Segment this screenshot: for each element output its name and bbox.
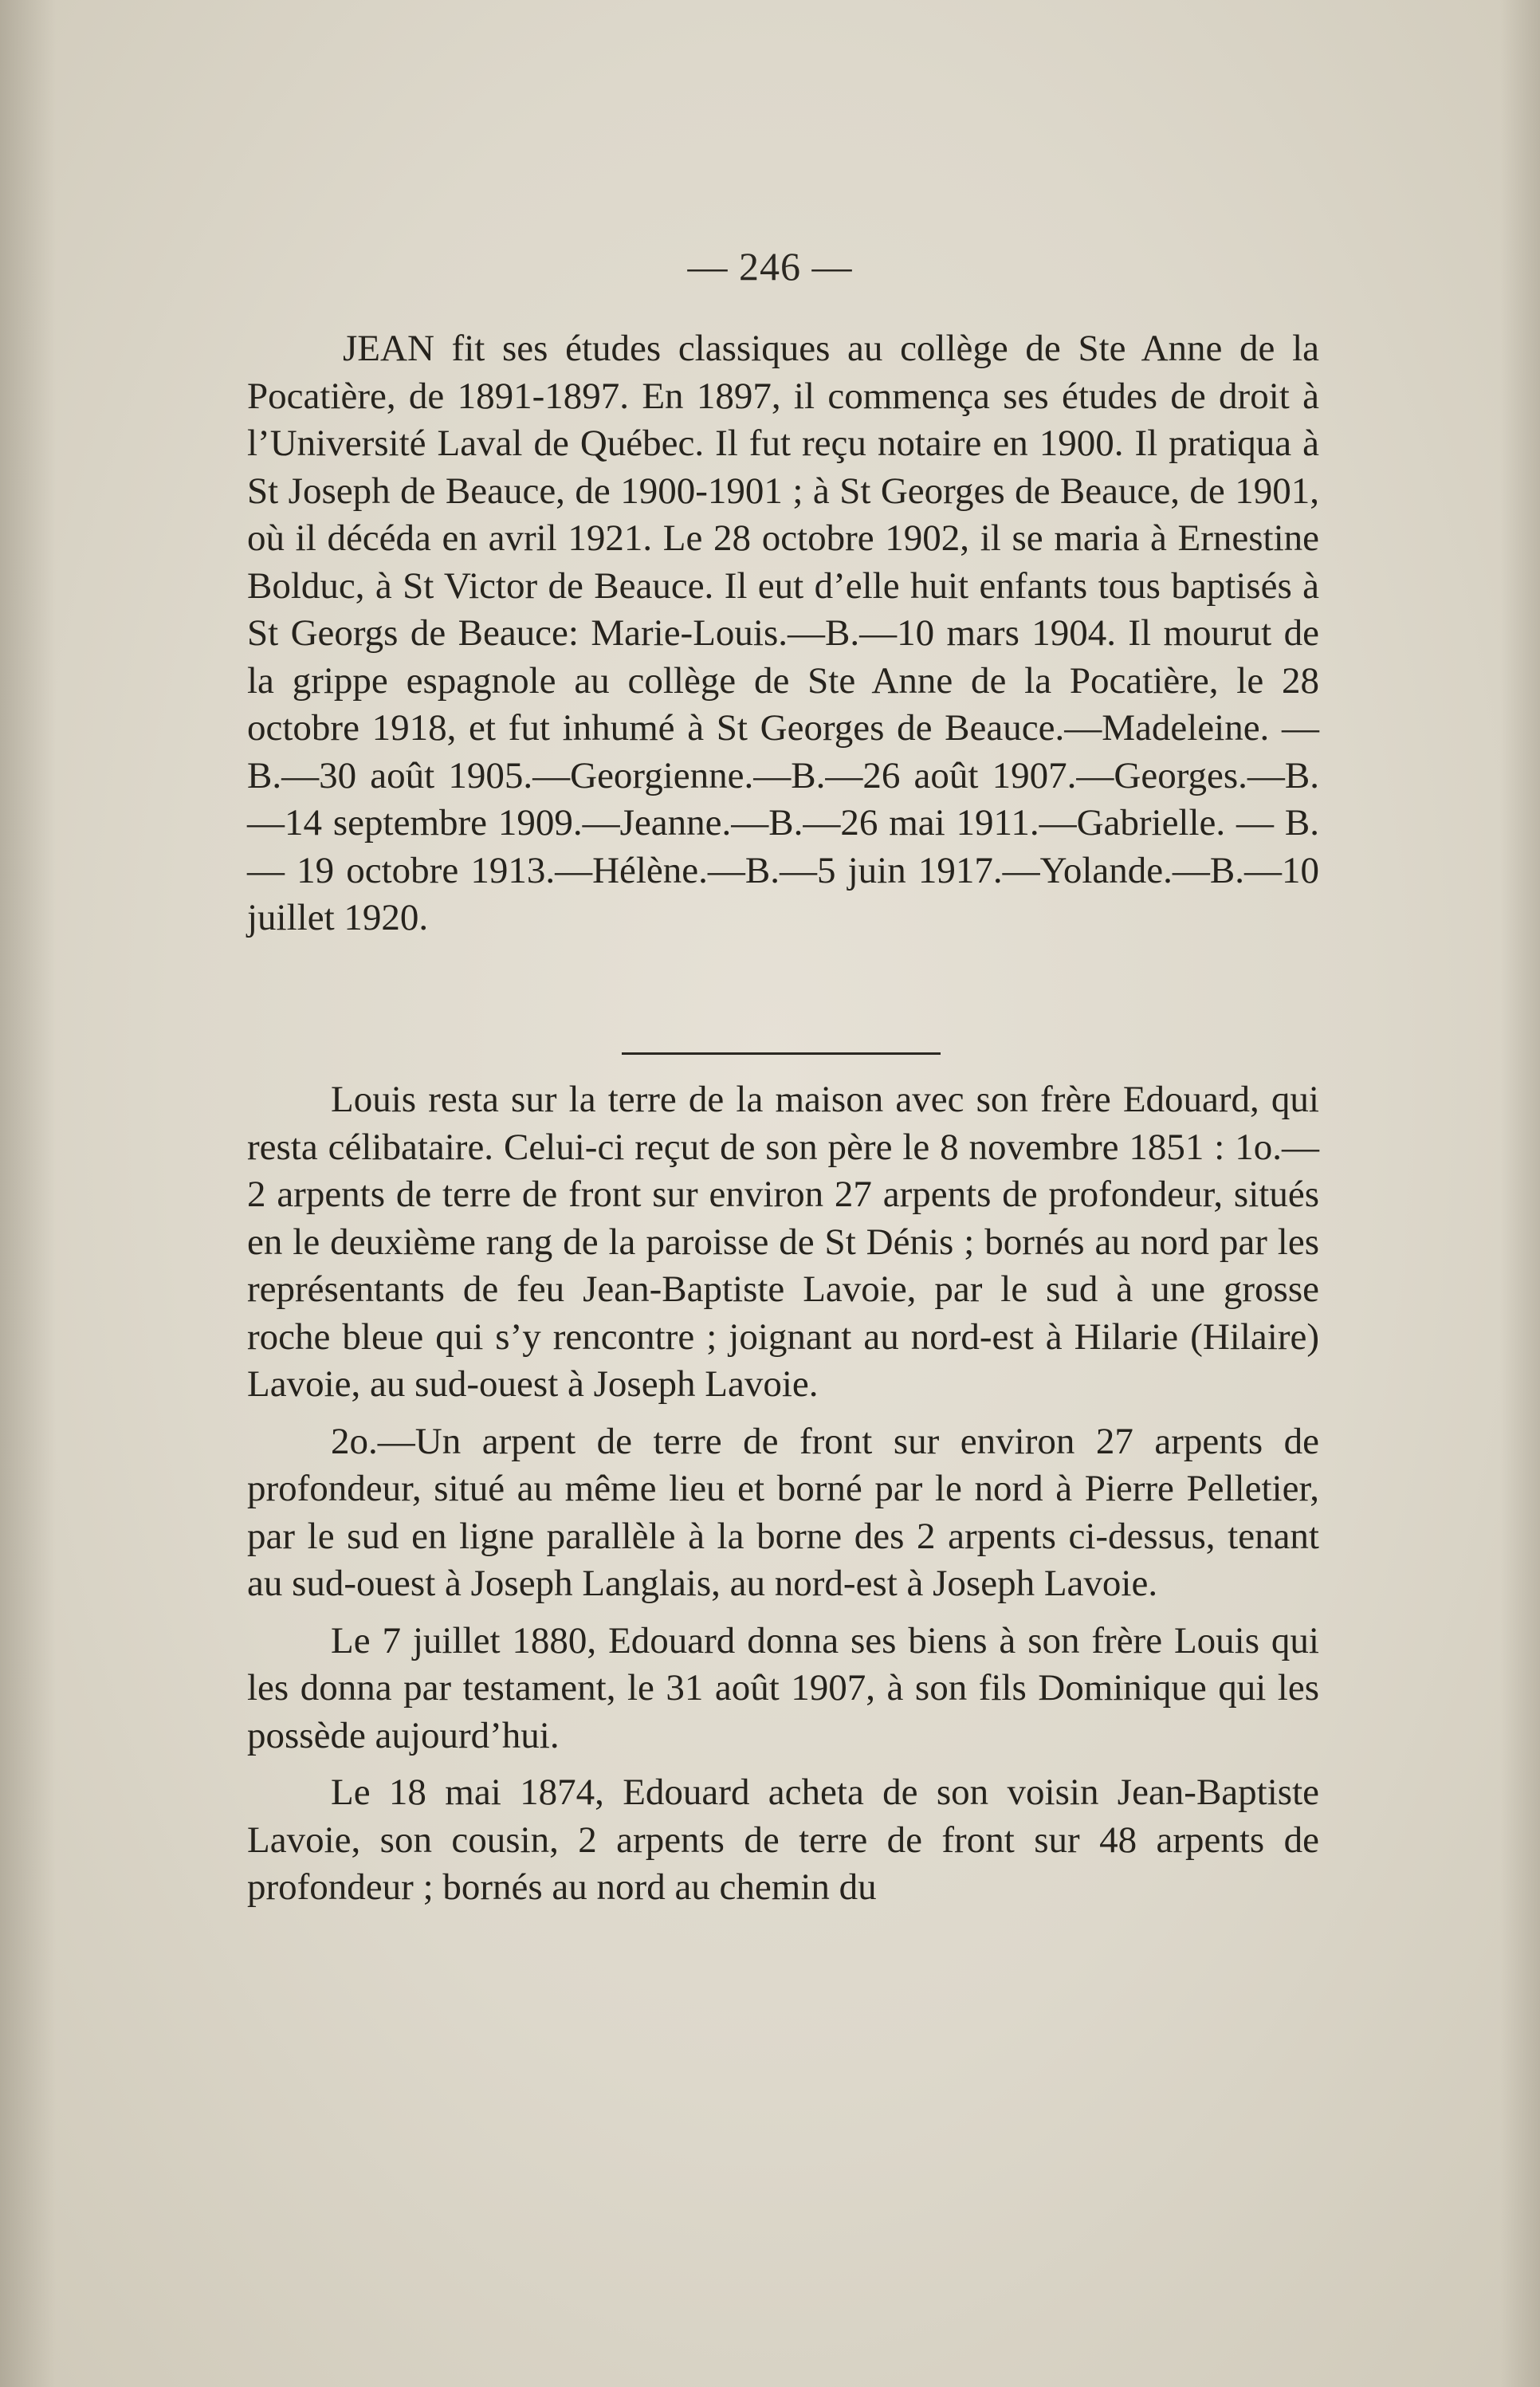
section-divider — [622, 1052, 941, 1055]
text-section-louis-edouard — [247, 1076, 1319, 1921]
paragraph-donation: Le 7 juillet 1880, Edouard donna ses biens à son frère Louis qui les donna par testament, le 31 août 1907, à son fils Dominique qui les possède aujourd’hui. — [247, 1619, 1319, 1756]
paragraph-second-lot: 2o.—Un arpent de terre de front sur environ 27 arpents de profondeur, situé au même lieu et borné par le nord à Pierre Pelletier, par le sud en ligne parallèle à la borne des 2 arpents ci-dessus, tenant au sud-ouest à Joseph Langlais, au nord-est à Joseph Lavoie. — [247, 1420, 1319, 1604]
edge-shadow — [1500, 0, 1540, 2387]
page-number: — 246 — — [687, 244, 853, 289]
paragraph-jean: JEAN fit ses études classiques au collège de Ste Anne de la Pocatière, de 1891-1897. En 1897, il commença ses études de droit à l’Université Laval de Québec. Il fut reçu notaire en 1900. Il pratiqua à St Joseph de Beauce, de 1900-1901 ; à St Georges de Beauce, de 1901, où il décéda en avril 1921. Le 28 octobre 1902, il se maria à Ernestine Bolduc, à St Victor de Beauce. Il eut d’elle huit enfants tous baptisés à St Georgs de Beauce: Marie-Louis.—B.—10 mars 1904. Il mourut de la grippe espagnole au collège de Ste Anne de la Pocatière, le 28 octobre 1918, et fut inhumé à St Georges de Beauce.—Madeleine. —B.—30 août 1905.—Georgienne.—B.—26 août 1907.—Georges.—B.—14 septembre 1909.—Jeanne.—B.—26 mai 1911.—Gabrielle. — B. — 19 octobre 1913.—Hélène.—B.—5 juin 1917.—Yolande.—B.—10 juillet 1920. — [247, 328, 1319, 938]
text-section-jean — [247, 325, 1319, 952]
paragraph-purchase: Le 18 mai 1874, Edouard acheta de son voisin Jean-Baptiste Lavoie, son cousin, 2 arpents de terre de front sur 48 arpents de profondeur ; bornés au nord au chemin du — [247, 1772, 1319, 1908]
paragraph-louis: Louis resta sur la terre de la maison avec son frère Edouard, qui resta célibataire. Celui-ci reçut de son père le 8 novembre 1851 : 1o.—2 arpents de terre de front sur environ 27 arpents de profondeur, situés en le deuxième rang de la paroisse de St Dénis ; bornés au nord par les représentants de feu Jean-Baptiste Lavoie, par le sud à une grosse roche bleue qui s’y rencontre ; joignant au nord-est à Hilarie (Hilaire) Lavoie, au sud-ouest à Joseph Lavoie. — [247, 1079, 1319, 1405]
gutter-shadow — [0, 0, 56, 2387]
